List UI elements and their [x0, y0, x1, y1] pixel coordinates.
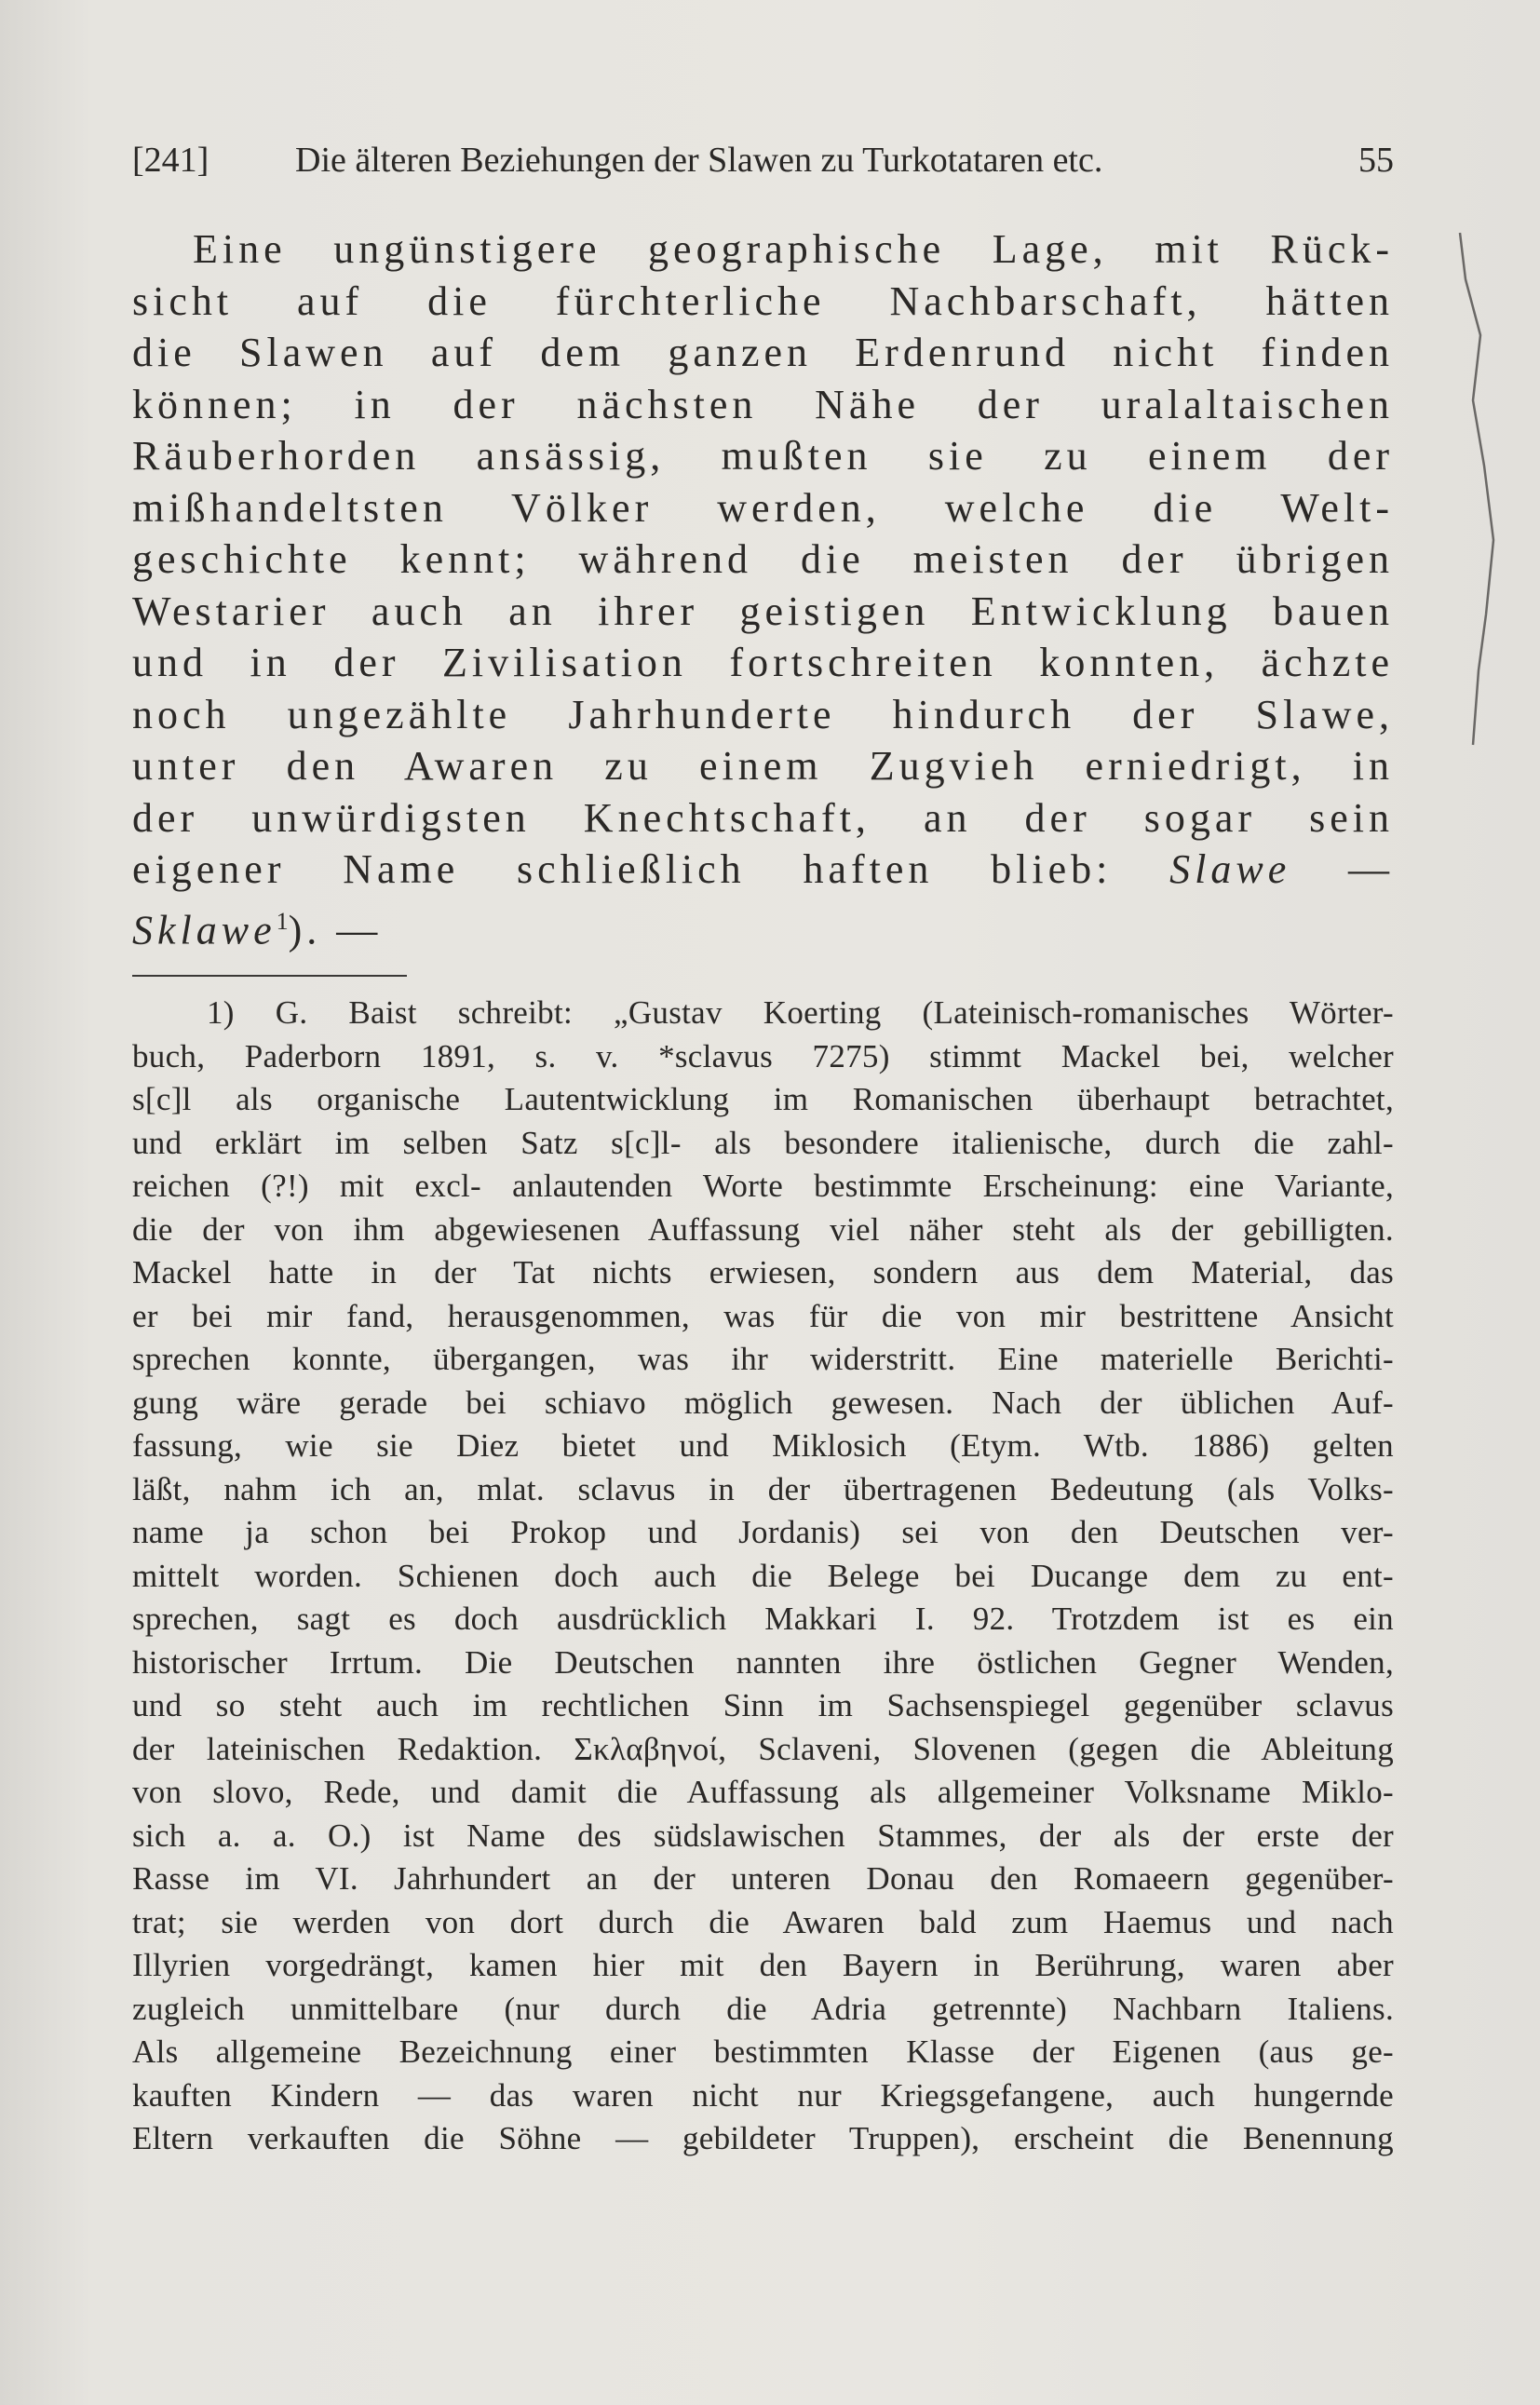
footnote-line: Als allgemeine Bezeichnung einer bestimmten Klasse der Eigenen (aus ge- — [132, 2033, 1394, 2070]
text-line: unter den Awaren zu einem Zugvieh erniedrigt, in — [132, 743, 1394, 789]
footnote-line: buch, Paderborn 1891, s. v. *sclavus 7275) stimmt Mackel bei, welcher — [132, 1037, 1394, 1074]
footnote-line: läßt, nahm ich an, mlat. sclavus in der übertragenen Bedeutung (als Volks- — [132, 1470, 1394, 1507]
italic-word: Sklawe — [132, 907, 277, 953]
footnote-line: und so steht auch im rechtlichen Sinn im Sachsenspiegel gegenüber sclavus — [132, 1687, 1394, 1723]
footnote-line: historischer Irrtum. Die Deutschen nannten ihre östlichen Gegner Wenden, — [132, 1643, 1394, 1681]
signature-mark: [241] — [132, 141, 209, 180]
text-line: Westarier auch an ihrer geistigen Entwicklung bauen — [132, 588, 1394, 634]
footnote-line: er bei mir fand, herausgenommen, was für die von mir bestrittene Ansicht — [132, 1297, 1394, 1334]
text-line-with-italic — [132, 844, 1394, 896]
footnote-line: reichen (?!) mit excl- anlautenden Worte bestimmte Erscheinung: eine Variante, — [132, 1168, 1394, 1204]
dash: — — [1290, 846, 1395, 892]
footnote-line: fassung, wie sie Diez bietet und Miklosich (Etym. Wtb. 1886) gelten — [132, 1427, 1394, 1464]
footnote-line: mittelt worden. Schienen doch auch die Belege bei Ducange dem zu ent- — [132, 1557, 1394, 1594]
text-line: sicht auf die fürchterliche Nachbarschaft, hätten — [132, 277, 1394, 324]
footnote-line: die der von ihm abgewiesenen Auffassung viel näher steht als der gebilligten. — [132, 1210, 1394, 1248]
footnote-line: sich a. a. O.) ist Name des südslawischen Stammes, der als der erste der — [132, 1817, 1394, 1854]
text-line: noch ungezählte Jahrhunderte hindurch der Slawe, — [132, 691, 1394, 737]
footnote-line: und erklärt im selben Satz s[c]l- als besondere italienische, durch die zahl- — [132, 1124, 1394, 1161]
footnote-line: Illyrien vorgedrängt, kamen hier mit den Bayern in Berührung, waren aber — [132, 1947, 1394, 1983]
footnote-line: Rasse im VI. Jahrhundert an der unteren Donau den Romaeern gegenüber- — [132, 1860, 1394, 1897]
text-line-final — [132, 896, 1394, 953]
running-header — [132, 140, 1394, 186]
text-line: geschichte kennt; während die meisten der übrigen — [132, 536, 1394, 582]
text-line: mißhandeltsten Völker werden, welche die Welt- — [132, 484, 1394, 531]
footnote-line: kauften Kindern — das waren nicht nur Kriegsgefangene, auch hungernde — [132, 2076, 1394, 2114]
text-line: der unwürdigsten Knechtschaft, an der sogar sein — [132, 794, 1394, 841]
italic-word: Slawe — [1169, 846, 1291, 892]
running-title: Die älteren Beziehungen der Slawen zu Turkotataren etc. — [295, 141, 1103, 180]
footnote-line: sprechen, sagt es doch ausdrücklich Makkari I. 92. Trotzdem ist es ein — [132, 1601, 1394, 1637]
footnote-line: trat; sie werden von dort durch die Awaren bald zum Haemus und nach — [132, 1903, 1394, 1940]
footnote-line: der lateinischen Redaktion. Σκλαβηνοί, Sclaveni, Slovenen (gegen die Ableitung — [132, 1730, 1394, 1767]
footnote-line: s[c]l als organische Lautentwicklung im Romanischen überhaupt betrachtet, — [132, 1081, 1394, 1117]
footnote-line: Mackel hatte in der Tat nichts erwiesen, sondern aus dem Material, das — [132, 1254, 1394, 1290]
text-line: Räuberhorden ansässig, mußten sie zu einem der — [132, 433, 1394, 479]
footnote-line: gung wäre gerade bei schiavo möglich gewesen. Nach der üblichen Auf- — [132, 1384, 1394, 1421]
text-line: Eine ungünstigere geographische Lage, mit Rück- — [193, 226, 1394, 272]
text-line: die Slawen auf dem ganzen Erdenrund nicht finden — [132, 330, 1394, 375]
footnote-line: zugleich unmittelbare (nur durch die Adria getrennte) Nachbarn Italiens. — [132, 1990, 1394, 2027]
footnote-line: name ja schon bei Prokop und Jordanis) sei von den Deutschen ver- — [132, 1514, 1394, 1550]
footnote-line: 1) G. Baist schreibt: „Gustav Koerting (Lateinisch-romanisches Wörter- — [207, 994, 1394, 1031]
footnote-rule — [132, 975, 407, 977]
text-span: ). — — [288, 907, 383, 953]
text-line: können; in der nächsten Nähe der uralaltaischen — [132, 381, 1394, 427]
footnote-line: von slovo, Rede, und damit die Auffassung als allgemeiner Volksname Miklo- — [132, 1774, 1394, 1810]
footnote-line: Eltern verkauften die Söhne — gebildeter Truppen), erscheint die Benennung — [132, 2120, 1394, 2156]
main-paragraph — [132, 223, 1395, 953]
footnote-line: sprechen konnte, übergangen, was ihr widerstritt. Eine materielle Berichti- — [132, 1341, 1394, 1377]
footnote — [132, 992, 1394, 2161]
text-line: und in der Zivilisation fortschreiten konnten, ächzte — [132, 640, 1394, 685]
pencil-margin-mark — [1452, 223, 1508, 763]
page-number: 55 — [1358, 141, 1394, 180]
footnote-ref: 1 — [276, 907, 289, 935]
text-span: eigener Name schließlich haften blieb: — [132, 846, 1113, 892]
